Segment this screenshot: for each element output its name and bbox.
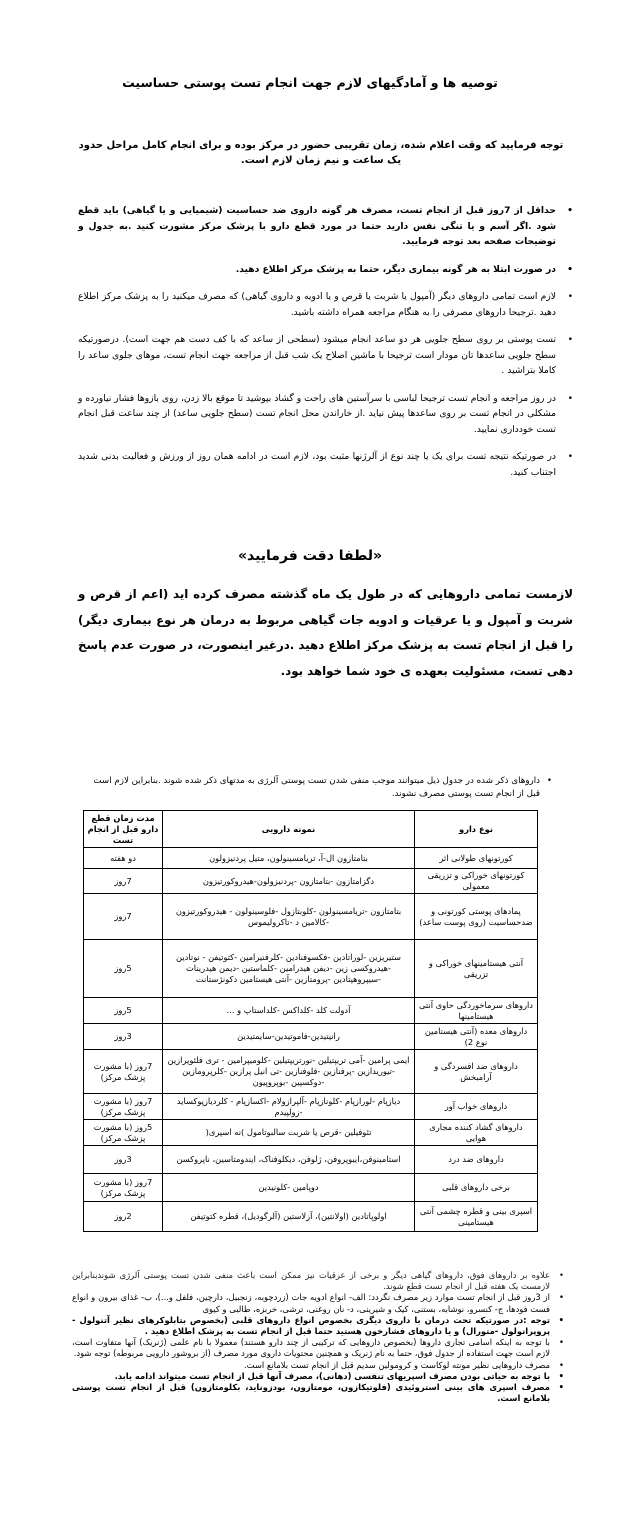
cell-drug-type: داروهای ضد درد bbox=[415, 1146, 538, 1174]
attention-heading: «لطفا دقت فرمایید» bbox=[237, 548, 383, 564]
cell-drug-examples: رانیتیدین-فاموتیدین-سایمتیدین bbox=[163, 1024, 415, 1050]
header-stop-duration: مدت زمان قطع دارو قبل از انجام تست bbox=[84, 811, 163, 848]
table-row bbox=[84, 998, 538, 1024]
instruction-item: • در صورتیکه نتیجه تست برای یک یا چند نوع از آلرژنها مثبت بود، لازم است در ادامه همان روز از ورزش و فعالیت بدنی شدید اجتناب کنید. bbox=[78, 449, 556, 480]
table-note-text: داروهای ذکر شده در جدول ذیل میتوانند موجب منفی شدن تست پوستی آلرژی به مدتهای ذکر شده شوند .بنابراین لازم است قبل از انجام تست پوستی مصرف نشوند. bbox=[93, 776, 540, 799]
table-header-row bbox=[84, 811, 538, 848]
cell-drug-type: داروهای سرماخوردگی حاوی آنتی هیستامینها bbox=[415, 998, 538, 1024]
footnotes-list bbox=[72, 1270, 566, 1404]
cell-drug-type: آنتی هیستامینهای خوراکی و تزریقی bbox=[415, 940, 538, 998]
table-row bbox=[84, 1146, 538, 1174]
cell-drug-examples: دوپامین -کلونیدین bbox=[163, 1174, 415, 1202]
footnote-item: • مصرف اسپری های بینی استروئیدی (فلوتیکازون، مومتازون، بودزوناید، بکلومتازون) قبل از انجام تست پوستی بلامانع است. bbox=[72, 1382, 550, 1404]
cell-stop-duration: دو هفته bbox=[84, 848, 163, 869]
instruction-item: • در روز مراجعه و انجام تست ترجیحا لباسی با سرآستین های راحت و گشاد بپوشید تا موقع بالا زدن، روی بازوها فشار نیاورده و مشکلی در انجام تست بر روی ساعدها پیش نیاید .از خاراندن محل انجام تست (سطح جلویی ساعد) از چند ساعت قبل انجام تست خودداری نمایید. bbox=[78, 391, 556, 438]
table-row bbox=[84, 1202, 538, 1232]
cell-drug-examples: ستیریزین -لوراتادین -فکسوفنادین -کلرفنیرامین -کتوتیفن - نوتادین -هیدروکسی زین -دیفن هیدرامین -کلماستین -دیمن هیدرینات -سیپروهپتادین -پرومتازین -آنتی هیستامین دکونژستانت bbox=[163, 940, 415, 998]
instruction-item: • حداقل از 7روز قبل از انجام تست، مصرف هر گونه داروی ضد حساسیت (شیمیایی و یا گیاهی) باید قطع شود .اگر آسم و یا تنگی نفس دارید حتما در مورد قطع دارو با پزشک مرکز مشورت کنید .به جدول و توضیحات صفحه بعد توجه فرمایید. bbox=[78, 203, 556, 250]
table-row bbox=[84, 1050, 538, 1094]
footnote-item: • علاوه بر داروهای فوق، داروهای گیاهی دیگر و برخی از عرقیات نیز ممکن است باعث منفی شدن تست پوستی آلرژی شوندبنابراین لازمست یک هفته قبل از انجام تست قطع شوند. bbox=[72, 1270, 550, 1292]
table-row bbox=[84, 1094, 538, 1120]
attention-paragraph: لازمست تمامی داروهایی که در طول یک ماه گذشته مصرف کرده اید (اعم از قرص و شربت و آمپول و یا عرقیات و ادویه جات گیاهی مربوط به درمان هر نوع بیماری دیگر) را قبل از انجام تست به پزشک مرکز اطلاع دهید .درغیر اینصورت، در صورت عدم پاسخ دهی تست، مسئولیت بعهده ی خود شما خواهد بود. bbox=[78, 587, 573, 678]
footnote-item: • از 3روز قبل از انجام تست موارد زیر مصرف نگردد: الف- انواع ادویه جات (زردچوبه، زنجبیل، دارچین، فلفل و...)، ب- غذای بیرون و انواع فست فودها، ج- کنسرو، نوشابه، بستنی، کیک و شیرینی، د- نان روغنی، ترشی، خربزه، طالبی و کیوی bbox=[72, 1292, 550, 1314]
cell-stop-duration: 7روز bbox=[84, 869, 163, 894]
intro-notice: توجه فرمایید که وقت اعلام شده، زمان تقریبی حضور در مرکز بوده و برای انجام کامل مراحل حدود یک ساعت و نیم زمان لازم است. bbox=[78, 140, 564, 166]
cell-drug-examples: دگزامتازون -بتامتازون -پردنیزولون-هیدروکورتیزون bbox=[163, 869, 415, 894]
cell-drug-type: پمادهای پوستی کورتونی و ضدحساسیت (روی پوست ساعد) bbox=[415, 894, 538, 940]
header-drug-type: نوع دارو bbox=[415, 811, 538, 848]
bullet-icon: • bbox=[546, 776, 552, 786]
cell-stop-duration: 7روز (با مشورت پزشک مرکز) bbox=[84, 1094, 163, 1120]
table-row bbox=[84, 940, 538, 998]
cell-drug-examples: تئوفیلین -قرص یا شربت سالبوتامول )نه اسپری( bbox=[163, 1120, 415, 1146]
cell-stop-duration: 7روز (با مشورت پزشک مرکز) bbox=[84, 1174, 163, 1202]
cell-stop-duration: 5روز bbox=[84, 940, 163, 998]
cell-drug-examples: بتامتازون -تریامسینولون -کلوبتازول -فلوسینولون - هیدروکورتیزون -کالامین د -تاکرولیموس bbox=[163, 894, 415, 940]
table-row bbox=[84, 1024, 538, 1050]
table-row bbox=[84, 848, 538, 869]
cell-drug-type: کورتونهای خوراکی و تزریقی معمولی bbox=[415, 869, 538, 894]
cell-drug-type: داروهای خواب آور bbox=[415, 1094, 538, 1120]
cell-drug-type: داروهای معده (آنتی هیستامین نوع 2) bbox=[415, 1024, 538, 1050]
cell-stop-duration: 7روز bbox=[84, 894, 163, 940]
page-title: توصیه ها و آمادگیهای لازم جهت انجام تست پوستی حساسیت bbox=[122, 75, 498, 90]
footnote-item: • با توجه به حیاتی بودن مصرف اسپریهای تنفسی (دهانی)، مصرف آنها قبل از انجام تست میتواند ادامه یابد. bbox=[72, 1371, 550, 1382]
cell-stop-duration: 2روز bbox=[84, 1202, 163, 1232]
cell-stop-duration: 7روز (با مشورت پزشک مرکز) bbox=[84, 1050, 163, 1094]
drug-table bbox=[83, 810, 538, 1232]
drug-table-body bbox=[84, 848, 538, 1232]
instruction-item: • تست پوستی بر روی سطح جلویی هر دو ساعد انجام میشود (سطحی از ساعد که با کف دست هم جهت است). درصورتیکه سطح جلویی ساعدها تان مودار است ترجیحا با ماشین اصلاح یک شب قبل از مراجعه جهت انجام تست، موهای جلوی ساعد را کاملا بتراشید . bbox=[78, 332, 556, 379]
cell-stop-duration: 5روز (با مشورت پزشک مرکز) bbox=[84, 1120, 163, 1146]
cell-stop-duration: 5روز bbox=[84, 998, 163, 1024]
cell-stop-duration: 3روز bbox=[84, 1146, 163, 1174]
cell-drug-type: داروهای ضد افسردگی و آرامبخش bbox=[415, 1050, 538, 1094]
cell-stop-duration: 3روز bbox=[84, 1024, 163, 1050]
table-row bbox=[84, 1174, 538, 1202]
table-row bbox=[84, 894, 538, 940]
table-row bbox=[84, 1120, 538, 1146]
header-drug-examples: نمونه دارویی bbox=[163, 811, 415, 848]
cell-drug-examples: بتامتازون ال-آ، تریامسینولون، متیل پردنیزولون bbox=[163, 848, 415, 869]
instructions-list bbox=[78, 203, 572, 492]
instruction-item: • در صورت ابتلا به هر گونه بیماری دیگر، حتما به پزشک مرکز اطلاع دهید. bbox=[78, 262, 556, 278]
cell-drug-type: برخی داروهای قلبی bbox=[415, 1174, 538, 1202]
table-row bbox=[84, 869, 538, 894]
cell-drug-type: داروهای گشاد کننده مجاری هوایی bbox=[415, 1120, 538, 1146]
cell-drug-examples: آدولت کلد -کلداکس -کلداستاپ و ... bbox=[163, 998, 415, 1024]
footnote-item: • مصرف داروهایی نظیر مونته لوکاست و کرومولین سدیم قبل از انجام تست بلامانع است. bbox=[72, 1360, 550, 1371]
cell-drug-type: اسپری بینی و قطره چشمی آنتی هیستامینی bbox=[415, 1202, 538, 1232]
cell-drug-examples: دیازپام -لورازپام -کلونازپام -آلپرازولام -اکسازپام - کلردیازپوکساید -زولپیدم bbox=[163, 1094, 415, 1120]
footnote-item: • با توجه به اینکه اسامی تجاری داروها (بخصوص داروهایی که ترکیبی از چند دارو هستند) معمولا با نام علمی (ژنریک) آنها متفاوت است، لازم است جهت استفاده از جدول فوق، حتما به نام ژنریک و همچنین محتویات داروی مورد مصرف (از بروشور دارویی مربوطه) توجه شود. bbox=[72, 1337, 550, 1359]
footnote-item: • توجه :در صورتیکه تحت درمان با داروی دیگری بخصوص انواع داروهای قلبی (بخصوص بتابلوکرهای نظیر آتنولول - پروپرانولول -متورال) و یا داروهای فشارخون هستید حتما قبل از انجام تست به پزشک اطلاع دهید . bbox=[72, 1315, 550, 1337]
cell-drug-examples: استامینوفن،ایبوپروفن، ژلوفن، دیکلوفناک، ایندومتاسین، ناپروکسن bbox=[163, 1146, 415, 1174]
cell-drug-examples: اولوپاتادین (اولانتین)، آزلاستین (آلرگودیل)، قطره کتوتیفن bbox=[163, 1202, 415, 1232]
cell-drug-examples: ایمی پرامین -آمی تریپتیلین -نورتریپتیلین -کلومیپرامین - تری فلئوپرازین -تیوریدازین -پرفنازین -فلوفنازین -تی انیل پرازین -کلرپرومازین -دوکسپین -بوپروپیون bbox=[163, 1050, 415, 1094]
instruction-item: • لازم است تمامی داروهای دیگر (آمپول یا شربت یا قرص و یا ادویه و داروی گیاهی) که مصرف میکنید را به پزشک مرکز اطلاع دهید .ترجیحا داروهای مصرفی را به هنگام مراجعه همراه داشته باشید. bbox=[78, 289, 556, 320]
table-note bbox=[80, 775, 552, 801]
cell-drug-type: کورتونهای طولانی اثر bbox=[415, 848, 538, 869]
